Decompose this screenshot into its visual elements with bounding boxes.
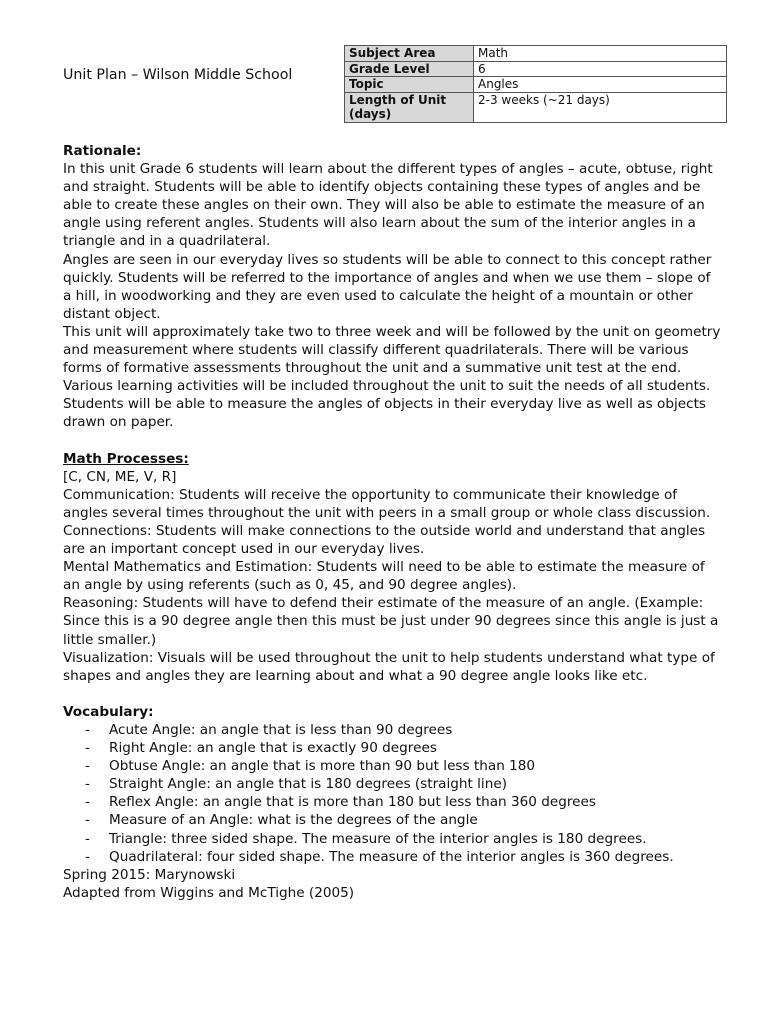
vocabulary-term: Obtuse Angle: an angle that is more than 90 but less than 180	[109, 758, 536, 775]
processes-paragraph: Communication: Students will receive the opportunity to communicate their knowledge of angles several times throughout the unit with peers in a small group or whole class discussion.	[63, 486, 711, 521]
list-item	[85, 739, 723, 757]
bullet-dash: -	[85, 776, 90, 793]
list-item	[85, 793, 723, 811]
vocabulary-term: Quadrilateral: four sided shape. The measure of the interior angles is 360 degrees.	[109, 848, 674, 865]
footer-source: Adapted from Wiggins and McTighe (2005)	[63, 884, 355, 901]
table-value: Math	[474, 46, 727, 62]
page-title: Unit Plan – Wilson Middle School	[63, 67, 293, 83]
rationale-paragraph: This unit will approximately take two to three week and will be followed by the unit on geometry and measurement where students will classify different quadrilaterals. There will be various forms of formative assessments throughout the unit and a summative unit test at the end.	[63, 323, 721, 377]
list-item	[85, 757, 723, 775]
processes-paragraph: Reasoning: Students will have to defend their estimate of the measure of an angle. (Example: Since this is a 90 degree angle then this must be just under 90 degrees since this angle is just a little smaller.)	[63, 595, 719, 648]
footer-credit: Spring 2015: Marynowski	[63, 866, 236, 883]
table-value: Angles	[474, 77, 727, 93]
vocabulary-heading: Vocabulary:	[63, 703, 154, 720]
table-row	[345, 46, 727, 62]
table-row	[345, 92, 727, 122]
list-item	[85, 811, 723, 829]
bullet-dash: -	[85, 812, 90, 829]
vocabulary-term: Acute Angle: an angle that is less than 90 degrees	[109, 722, 453, 738]
table-row	[345, 61, 727, 77]
bullet-dash: -	[85, 848, 90, 865]
table-value: 2-3 weeks (~21 days)	[474, 92, 727, 122]
unit-info-table	[344, 45, 727, 123]
rationale-paragraph: In this unit Grade 6 students will learn about the different types of angles – acute, obtuse, right and straight. Students will be able to identify objects containing these types of angles and be able to create these angles on their own. They will also be able to estimate the measure of an angle using referent angles. Students will also learn about the sum of the interior angles in a triangle and in a quadrilateral.	[63, 161, 713, 250]
processes-paragraph: Connections: Students will make connections to the outside world and understand that angles are an important concept used in our everyday lives.	[63, 522, 706, 558]
table-label: Subject Area	[345, 46, 474, 62]
bullet-dash: -	[85, 794, 90, 811]
processes-paragraph: Visualization: Visuals will be used throughout the unit to help students understand what type of shapes and angles they are learning about and what a 90 degree angle looks like etc.	[63, 649, 715, 684]
rationale-paragraph: Various learning activities will be included throughout the unit to suit the needs of all students. Students will be able to measure the angles of objects in their everyday live as well as objects drawn on paper.	[63, 378, 711, 431]
rationale-paragraph: Angles are seen in our everyday lives so students will be able to connect to this concept rather quickly. Students will be referred to the importance of angles and when we use them – slope of a hill, in woodworking and they are even used to calculate the height of a mountain or other distant object.	[63, 251, 712, 322]
list-item	[85, 848, 723, 866]
bullet-dash: -	[85, 740, 90, 757]
processes-heading: Math Processes:	[63, 450, 189, 467]
bullet-dash: -	[85, 758, 90, 775]
vocabulary-term: Straight Angle: an angle that is 180 degrees (straight line)	[109, 776, 507, 793]
document-body	[63, 142, 723, 902]
vocabulary-term: Reflex Angle: an angle that is more than 180 but less than 360 degrees	[109, 794, 596, 811]
table-label: Grade Level	[345, 61, 474, 77]
table-row	[345, 77, 727, 93]
vocabulary-term: Measure of an Angle: what is the degrees of the angle	[109, 812, 478, 829]
rationale-heading: Rationale:	[63, 143, 142, 159]
table-label: Length of Unit (days)	[345, 92, 474, 122]
list-item	[85, 721, 723, 739]
bullet-dash: -	[85, 722, 90, 738]
processes-codes: [C, CN, ME, V, R]	[63, 468, 177, 485]
spacer	[63, 685, 723, 703]
processes-paragraph: Mental Mathematics and Estimation: Students will need to be able to estimate the measure of an angle by using referents (such as 0, 45, and 90 degree angles).	[63, 559, 705, 594]
list-item	[85, 830, 723, 848]
vocabulary-list	[63, 721, 723, 866]
list-item	[85, 775, 723, 793]
bullet-dash: -	[85, 830, 90, 847]
table-label: Topic	[345, 77, 474, 93]
spacer	[63, 432, 723, 450]
vocabulary-term: Right Angle: an angle that is exactly 90 degrees	[109, 740, 437, 757]
vocabulary-term: Triangle: three sided shape. The measure of the interior angles is 180 degrees.	[109, 830, 647, 847]
table-value: 6	[474, 61, 727, 77]
